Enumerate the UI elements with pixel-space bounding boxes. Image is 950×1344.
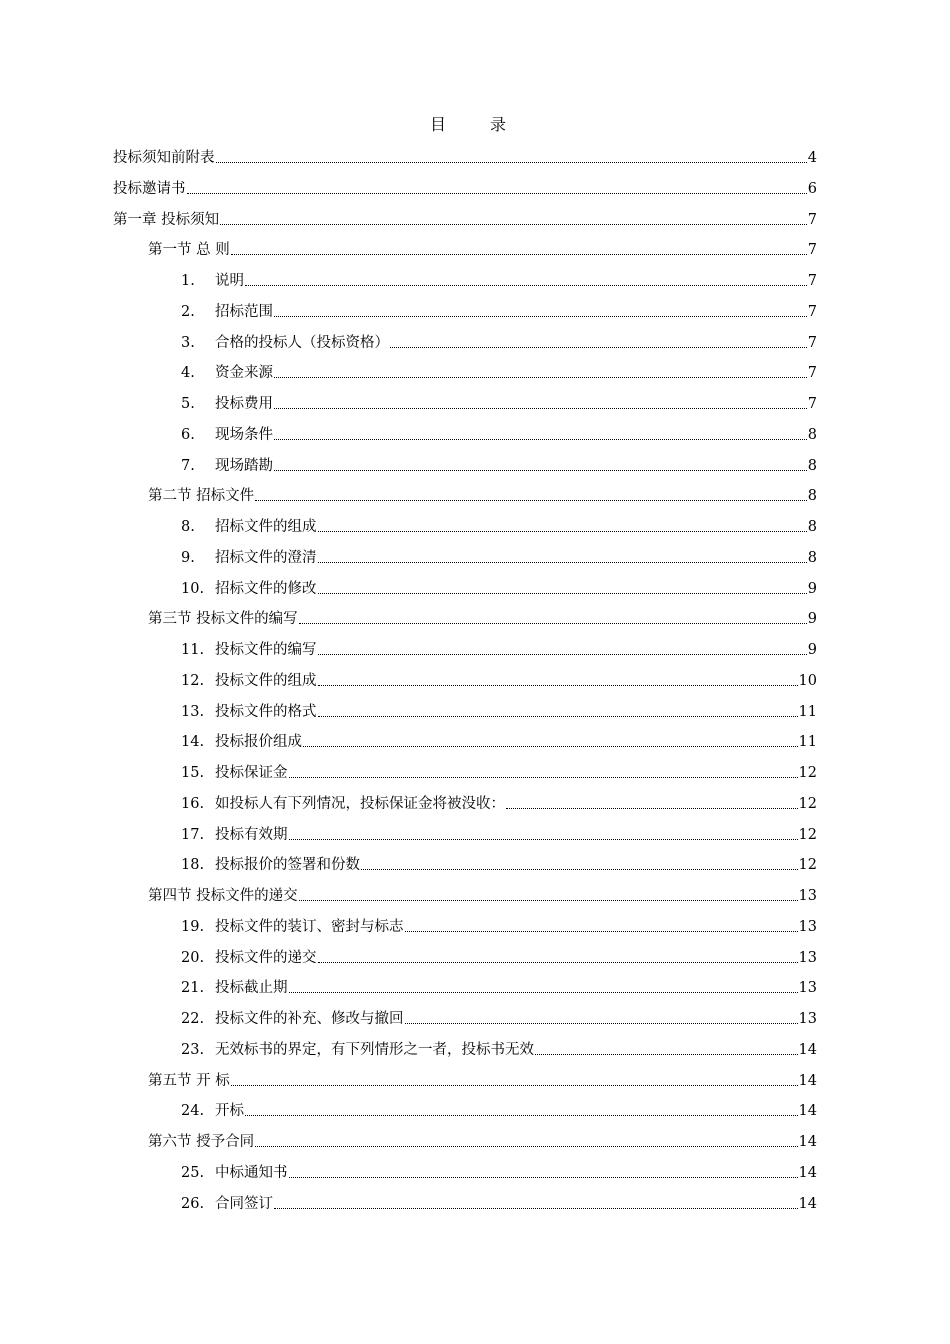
toc-entry-number: 21. (181, 980, 205, 997)
toc-entry[interactable] (181, 696, 817, 722)
toc-entry-number: 17. (181, 826, 205, 843)
toc-entry-page-number: 6 (807, 180, 817, 197)
dot-leader (274, 316, 807, 317)
toc-entry[interactable] (181, 357, 817, 383)
toc-entry[interactable] (113, 173, 817, 199)
toc-entry[interactable] (181, 1034, 817, 1060)
toc-entry-page-number: 7 (807, 334, 817, 351)
toc-entry[interactable] (181, 911, 817, 937)
toc-entry[interactable] (181, 788, 817, 814)
dot-leader (231, 1085, 798, 1086)
toc-entry-number: 11. (181, 642, 205, 658)
toc-entry-label: 合同签订 (215, 1195, 273, 1212)
toc-entry-label: 投标有效期 (215, 826, 288, 843)
toc-entry-label: 招标文件的修改 (215, 580, 317, 597)
toc-entry-number: 9. (181, 549, 195, 566)
toc-entry[interactable] (148, 480, 817, 506)
toc-entry-page-number: 12 (798, 765, 817, 781)
toc-entry-page-number: 4 (807, 150, 817, 166)
toc-entry-page-number: 7 (807, 396, 817, 412)
toc-entry-label: 合格的投标人（投标资格） (215, 334, 389, 351)
toc-entry[interactable] (148, 880, 817, 906)
toc-entry[interactable] (181, 542, 817, 568)
toc-entry-label: 投标费用 (215, 396, 273, 412)
toc-entry-page-number: 13 (798, 949, 817, 966)
toc-entry-page-number: 8 (807, 549, 817, 566)
toc-entry-label: 第五节 开 标 (148, 1072, 230, 1089)
dot-leader (299, 623, 807, 624)
toc-entry[interactable] (181, 942, 817, 968)
toc-entry-number: 4. (181, 365, 195, 382)
toc-entry-number: 2. (181, 303, 195, 320)
toc-entry-number: 5. (181, 396, 195, 412)
toc-entry-page-number: 9 (807, 580, 817, 597)
dot-leader (318, 716, 798, 717)
toc-entry-label: 投标须知前附表 (113, 150, 215, 166)
toc-entry-label: 无效标书的界定，有下列情形之一者，投标书无效 (215, 1041, 534, 1058)
toc-entry-number: 19. (181, 918, 205, 935)
toc-entry-page-number: 14 (798, 1134, 817, 1150)
dot-leader (289, 992, 798, 993)
toc-entry-number: 18. (181, 857, 205, 874)
toc-entry-page-number: 11 (798, 703, 817, 720)
toc-entry-page-number: 7 (807, 303, 817, 320)
toc-entry-page-number: 13 (798, 980, 817, 997)
toc-entry-label: 投标文件的组成 (215, 672, 317, 689)
toc-entry-label: 第四节 投标文件的递交 (148, 888, 298, 904)
toc-entry[interactable] (181, 1095, 817, 1121)
dot-leader (274, 377, 807, 378)
toc-title: 目 录 (429, 115, 520, 134)
toc-entry-label: 投标文件的格式 (215, 703, 317, 720)
toc-entry-page-number: 7 (807, 211, 817, 228)
toc-entry-label: 第三节 投标文件的编写 (148, 611, 298, 628)
dot-leader (318, 962, 798, 963)
toc-entry-number: 20. (181, 949, 205, 966)
toc-entry-page-number: 10 (798, 672, 817, 689)
toc-entry-page-number: 14 (798, 1041, 817, 1058)
dot-leader (535, 1054, 798, 1055)
dot-leader (289, 1177, 798, 1178)
toc-entry[interactable] (148, 603, 817, 629)
toc-entry[interactable] (181, 726, 817, 752)
dot-leader (255, 500, 807, 501)
toc-entry-label: 投标文件的装订、密封与标志 (215, 918, 404, 935)
dot-leader (405, 931, 798, 932)
toc-entry-label: 招标范围 (215, 303, 273, 320)
toc-entry-page-number: 13 (798, 1011, 817, 1027)
toc-entry[interactable] (181, 327, 817, 353)
toc-entry-page-number: 14 (798, 1072, 817, 1089)
toc-entry[interactable] (148, 1126, 817, 1152)
toc-entry-number: 23. (181, 1041, 205, 1058)
toc-entry-label: 投标报价组成 (215, 734, 302, 751)
dot-leader (318, 593, 807, 594)
toc-entry-page-number: 13 (798, 888, 817, 904)
toc-entry-page-number: 14 (798, 1103, 817, 1120)
toc-entry-page-number: 12 (798, 795, 817, 812)
dot-leader (390, 347, 807, 348)
toc-entry-label: 第二节 招标文件 (148, 488, 255, 505)
toc-entry-number: 24. (181, 1103, 205, 1120)
toc-entry-label: 第六节 授予合同 (148, 1134, 255, 1150)
toc-entry[interactable] (181, 419, 817, 445)
toc-entry-label: 资金来源 (215, 365, 273, 382)
toc-entry-number: 25. (181, 1164, 205, 1181)
toc-entry[interactable] (148, 234, 817, 260)
toc-entry-number: 22. (181, 1011, 205, 1027)
toc-entry-page-number: 8 (807, 488, 817, 505)
dot-leader (274, 470, 807, 471)
toc-entry[interactable] (181, 849, 817, 875)
toc-entry-number: 14. (181, 734, 205, 751)
dot-leader (245, 285, 807, 286)
toc-entry[interactable] (181, 665, 817, 691)
toc-entry-label: 招标文件的组成 (215, 519, 317, 535)
toc-entry[interactable] (181, 1003, 817, 1029)
dot-leader (289, 839, 798, 840)
toc-entry-page-number: 7 (807, 365, 817, 382)
toc-entry-page-number: 8 (807, 457, 817, 474)
dot-leader (220, 224, 807, 225)
toc-entry-label: 投标截止期 (215, 980, 288, 997)
dot-leader (231, 254, 807, 255)
toc-entry-number: 16. (181, 795, 205, 812)
dot-leader (274, 1208, 798, 1209)
toc-entry[interactable] (181, 388, 817, 414)
dot-leader (216, 162, 807, 163)
toc-entry-number: 6. (181, 426, 195, 443)
dot-leader (318, 654, 807, 655)
dot-leader (318, 685, 798, 686)
toc-entry-label: 开标 (215, 1103, 244, 1120)
toc-entry-label: 投标保证金 (215, 765, 288, 781)
toc-entry-label: 投标报价的签署和份数 (215, 857, 360, 874)
toc-entry-label: 投标文件的编写 (215, 642, 317, 658)
toc-entry-label: 第一章 投标须知 (113, 211, 220, 228)
toc-entry-number: 8. (181, 519, 195, 535)
toc-entry-label: 投标文件的补充、修改与撤回 (215, 1011, 404, 1027)
toc-entry[interactable] (113, 204, 817, 230)
dot-leader (187, 193, 807, 194)
toc-entry-page-number: 7 (807, 273, 817, 289)
toc-entry-page-number: 9 (807, 611, 817, 628)
toc-entry-page-number: 9 (807, 642, 817, 658)
toc-entry-label: 说明 (215, 273, 244, 289)
toc-entry-label: 第一节 总 则 (148, 242, 230, 259)
dot-leader (274, 439, 807, 440)
dot-leader (405, 1023, 798, 1024)
dot-leader (255, 1146, 797, 1147)
toc-entry-page-number: 7 (807, 242, 817, 259)
toc-entry-page-number: 8 (807, 519, 817, 535)
toc-entry-page-number: 14 (798, 1195, 817, 1212)
dot-leader (506, 808, 798, 809)
dot-leader (299, 900, 798, 901)
toc-entry-page-number: 11 (798, 734, 817, 751)
toc-entry-label: 投标文件的递交 (215, 949, 317, 966)
toc-entry-page-number: 8 (807, 426, 817, 443)
toc-entry-page-number: 12 (798, 826, 817, 843)
toc-entry[interactable] (181, 511, 817, 537)
dot-leader (245, 1115, 798, 1116)
toc-entry-number: 1. (181, 273, 195, 289)
dot-leader (303, 746, 798, 747)
toc-entry[interactable] (181, 573, 817, 599)
dot-leader (274, 408, 807, 409)
toc-entry-page-number: 14 (798, 1164, 817, 1181)
toc-entry[interactable] (148, 1065, 817, 1091)
toc-entry[interactable] (181, 450, 817, 476)
dot-leader (318, 531, 807, 532)
toc-entry[interactable] (181, 1188, 817, 1214)
toc-entry[interactable] (181, 296, 817, 322)
toc-entry-number: 3. (181, 334, 195, 351)
toc-entry-number: 10. (181, 580, 205, 597)
toc-entry[interactable] (181, 1157, 817, 1183)
toc-entry[interactable] (181, 634, 817, 660)
toc-entry-label: 现场踏勘 (215, 457, 273, 474)
dot-leader (318, 562, 807, 563)
toc-entry[interactable] (181, 819, 817, 845)
toc-entry-number: 12. (181, 672, 205, 689)
toc-entry-number: 7. (181, 457, 195, 474)
toc-entry-label: 投标邀请书 (113, 180, 186, 197)
dot-leader (289, 777, 798, 778)
toc-entry-label: 中标通知书 (215, 1164, 288, 1181)
toc-entry-label: 招标文件的澄清 (215, 549, 317, 566)
toc-entry-number: 26. (181, 1195, 205, 1212)
dot-leader (361, 869, 798, 870)
toc-entry[interactable] (181, 757, 817, 783)
toc-entry-number: 13. (181, 703, 205, 720)
toc-entry-page-number: 13 (798, 918, 817, 935)
toc-entry-number: 15. (181, 765, 205, 781)
toc-entry[interactable] (113, 142, 817, 168)
toc-entry-label: 如投标人有下列情况，投标保证金将被没收： (215, 795, 505, 812)
toc-entry[interactable] (181, 265, 817, 291)
toc-entry-page-number: 12 (798, 857, 817, 874)
toc-entry[interactable] (181, 972, 817, 998)
toc-entry-label: 现场条件 (215, 426, 273, 443)
